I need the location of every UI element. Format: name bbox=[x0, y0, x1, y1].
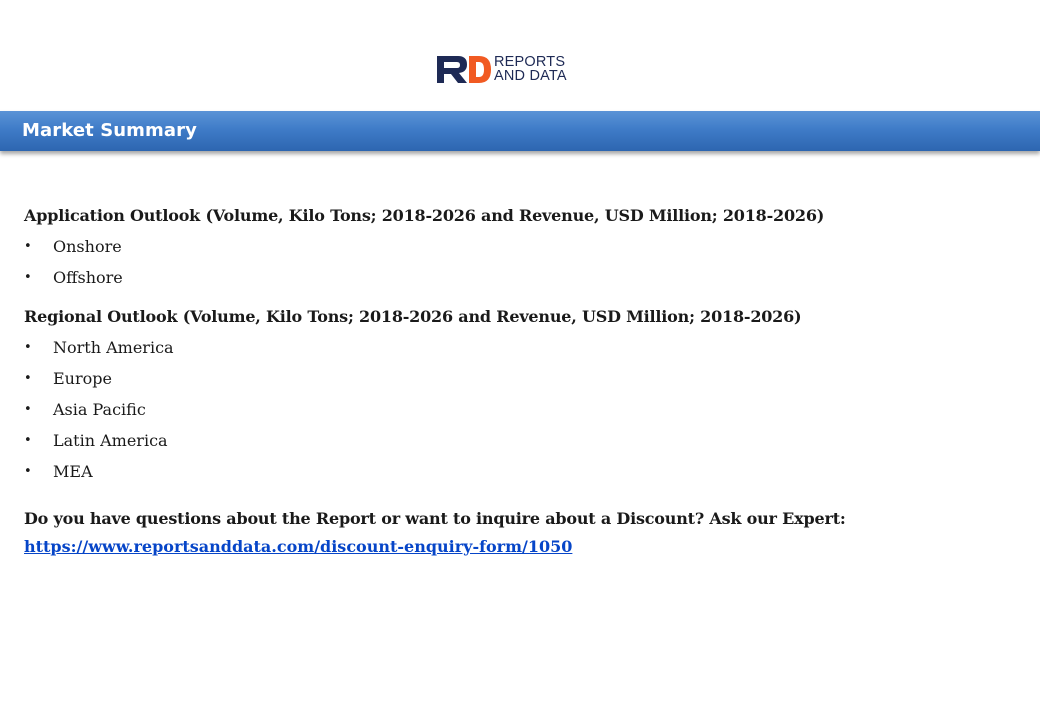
logo-line-1: REPORTS bbox=[494, 54, 566, 70]
application-outlook-list bbox=[24, 231, 1014, 293]
logo-text bbox=[494, 55, 567, 83]
list-item: • Latin America bbox=[24, 425, 1014, 456]
list-item: • Onshore bbox=[24, 231, 1014, 262]
logo-line-2: AND DATA bbox=[494, 68, 567, 84]
spacer bbox=[24, 487, 1014, 507]
spacer bbox=[24, 293, 1014, 301]
list-item: • Asia Pacific bbox=[24, 394, 1014, 425]
list-item: • North America bbox=[24, 332, 1014, 363]
page-title: Market Summary bbox=[22, 120, 197, 141]
regional-outlook-heading: Regional Outlook (Volume, Kilo Tons; 2018-2026 and Revenue, USD Million; 2018-2026) bbox=[24, 307, 802, 326]
discount-enquiry-link[interactable]: https://www.reportsanddata.com/discount-enquiry-form/1050 bbox=[24, 537, 573, 556]
list-item: • Offshore bbox=[24, 262, 1014, 293]
market-summary-header bbox=[0, 111, 1040, 151]
content-area bbox=[24, 200, 1014, 562]
reports-and-data-logo bbox=[436, 52, 567, 86]
list-item: • MEA bbox=[24, 456, 1014, 487]
application-outlook-heading: Application Outlook (Volume, Kilo Tons; 2018-2026 and Revenue, USD Million; 2018-2026) bbox=[24, 206, 825, 225]
regional-outlook-list bbox=[24, 332, 1014, 487]
discount-question: Do you have questions about the Report or want to inquire about a Discount? Ask our Expert: bbox=[24, 509, 846, 528]
rd-logo-icon bbox=[436, 53, 492, 85]
list-item: • Europe bbox=[24, 363, 1014, 394]
